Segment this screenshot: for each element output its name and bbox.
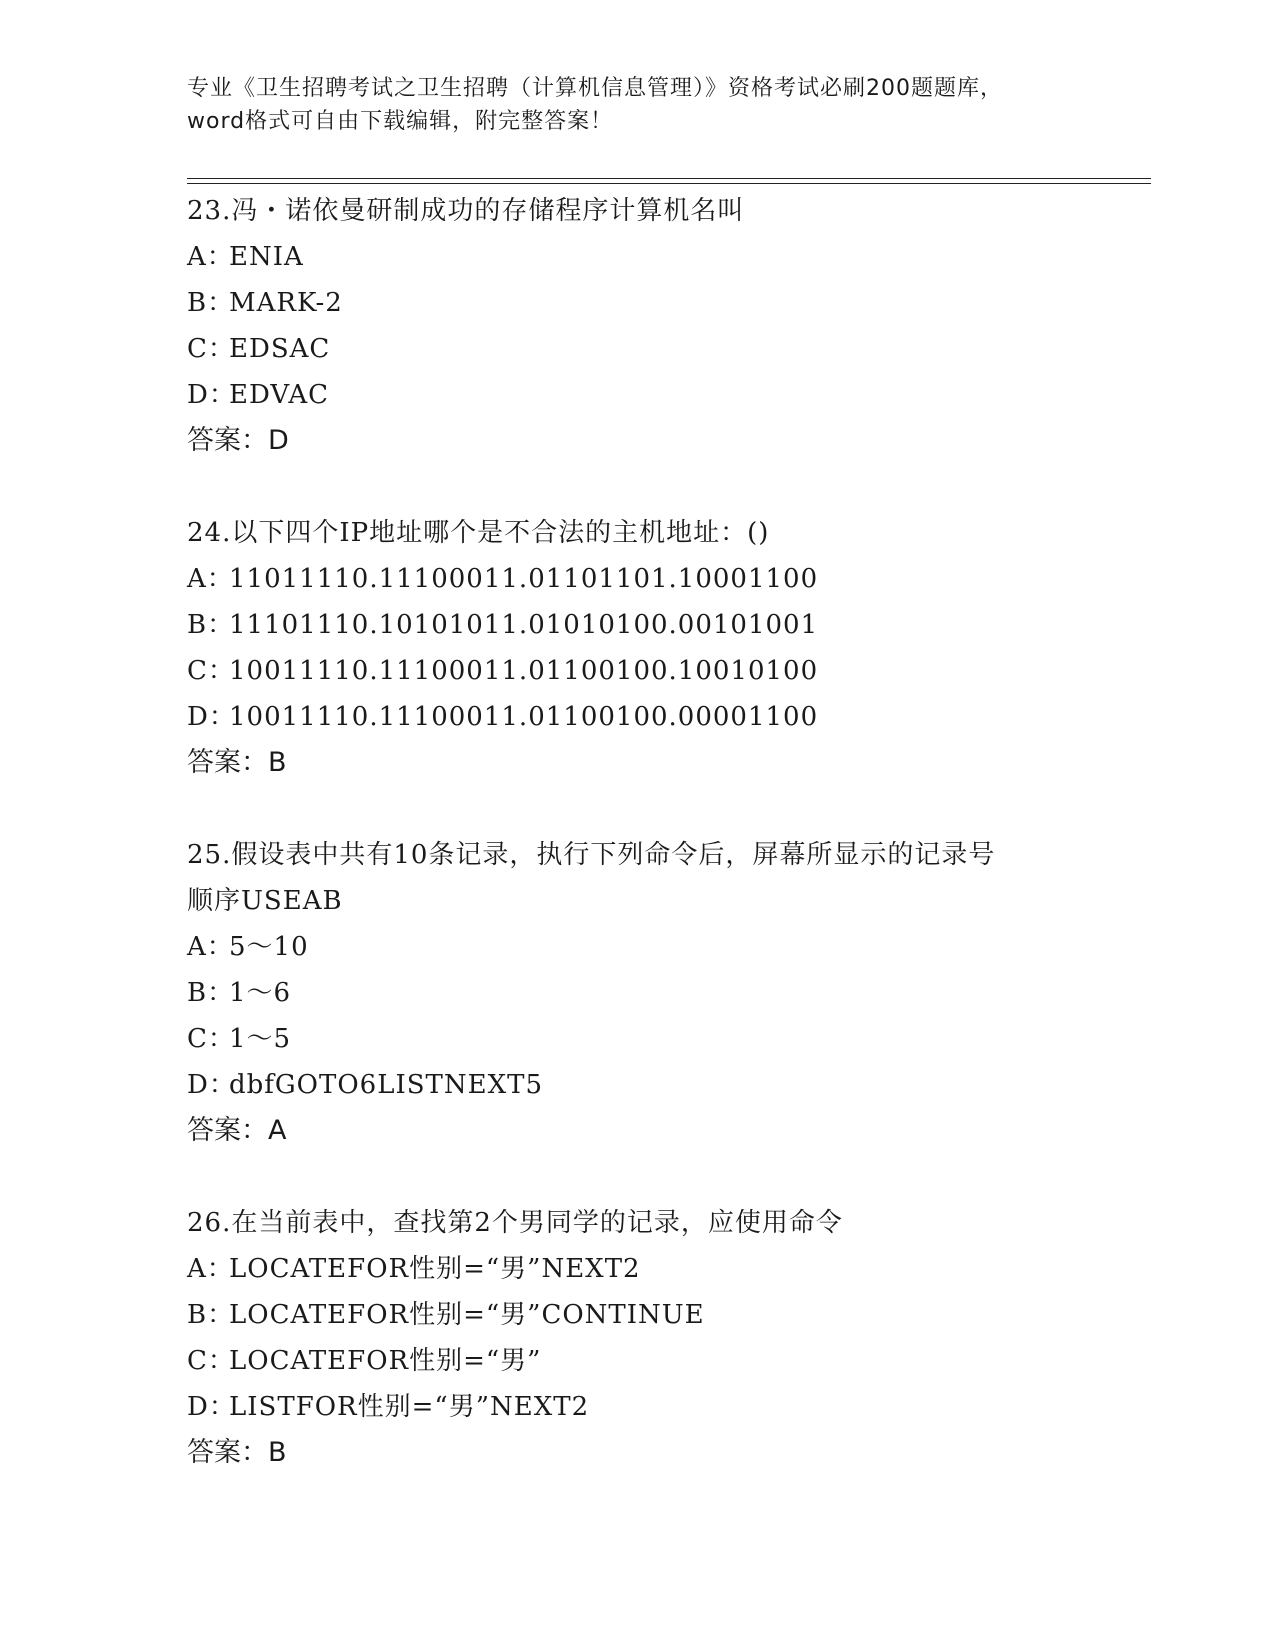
document-header [187, 72, 1087, 138]
option-d [187, 372, 1147, 418]
option-a [187, 234, 1147, 280]
option-letter: D： [187, 1070, 236, 1100]
option-text: 11101110.10101011.01010100.00101001 [229, 610, 819, 640]
option-text: 11011110.11100011.01101101.10001100 [229, 564, 819, 594]
header-line-2: word格式可自由下载编辑，附完整答案！ [187, 109, 614, 134]
option-letter: D： [187, 1392, 236, 1422]
option-letter: B： [187, 978, 235, 1008]
option-b [187, 602, 1147, 648]
option-a [187, 1246, 1147, 1292]
option-b [187, 1292, 1147, 1338]
option-text: 1～5 [229, 1024, 292, 1054]
option-letter: D： [187, 702, 236, 732]
option-a [187, 924, 1147, 970]
option-letter: A： [187, 564, 234, 594]
option-letter: A： [187, 1254, 234, 1284]
option-c [187, 326, 1147, 372]
question-stem-line-1: 25.假设表中共有10条记录，执行下列命令后，屏幕所显示的记录号 [187, 840, 996, 870]
question-23 [187, 188, 1147, 464]
option-letter: B： [187, 1300, 235, 1330]
option-text: ENIA [229, 242, 304, 272]
option-letter: C： [187, 656, 235, 686]
option-text: LOCATEFOR性别=“男”CONTINUE [229, 1300, 705, 1330]
question-24 [187, 510, 1147, 786]
option-text: MARK-2 [229, 288, 343, 318]
option-text: LOCATEFOR性别=“男” [229, 1346, 542, 1376]
option-d [187, 694, 1147, 740]
option-b [187, 970, 1147, 1016]
question-26 [187, 1200, 1147, 1476]
option-text: dbfGOTO6LISTNEXT5 [229, 1070, 544, 1100]
option-text: 5～10 [229, 932, 309, 962]
option-letter: B： [187, 288, 235, 318]
header-line-1: 专业《卫生招聘考试之卫生招聘（计算机信息管理）》资格考试必刷200题题库， [187, 76, 1003, 101]
option-d [187, 1384, 1147, 1430]
question-list [187, 188, 1147, 1476]
option-letter: A： [187, 932, 234, 962]
answer-line: 答案：D [187, 425, 289, 456]
answer-line: 答案：A [187, 1115, 287, 1146]
option-c [187, 648, 1147, 694]
option-letter: C： [187, 334, 235, 364]
option-text: 10011110.11100011.01100100.00001100 [229, 702, 819, 732]
option-letter: B： [187, 610, 235, 640]
question-stem: 23.冯・诺依曼研制成功的存储程序计算机名叫 [187, 196, 745, 226]
question-stem-line-2: 顺序USEAB [187, 886, 343, 916]
option-letter: C： [187, 1024, 235, 1054]
option-b [187, 280, 1147, 326]
option-text: LISTFOR性别=“男”NEXT2 [229, 1392, 590, 1422]
option-letter: D： [187, 380, 236, 410]
option-c [187, 1338, 1147, 1384]
option-a [187, 556, 1147, 602]
option-d [187, 1062, 1147, 1108]
answer-line: 答案：B [187, 747, 287, 778]
option-text: 10011110.11100011.01100100.10010100 [229, 656, 819, 686]
header-divider-bottom [187, 183, 1151, 184]
question-25 [187, 832, 1147, 1154]
answer-line: 答案：B [187, 1437, 287, 1468]
question-stem: 24.以下四个IP地址哪个是不合法的主机地址：() [187, 518, 770, 548]
option-letter: C： [187, 1346, 235, 1376]
question-stem: 26.在当前表中，查找第2个男同学的记录，应使用命令 [187, 1208, 843, 1238]
option-letter: A： [187, 242, 234, 272]
header-divider-top [187, 178, 1151, 179]
option-text: LOCATEFOR性别=“男”NEXT2 [229, 1254, 641, 1284]
option-text: EDSAC [229, 334, 331, 364]
option-c [187, 1016, 1147, 1062]
option-text: EDVAC [229, 380, 330, 410]
option-text: 1～6 [229, 978, 292, 1008]
